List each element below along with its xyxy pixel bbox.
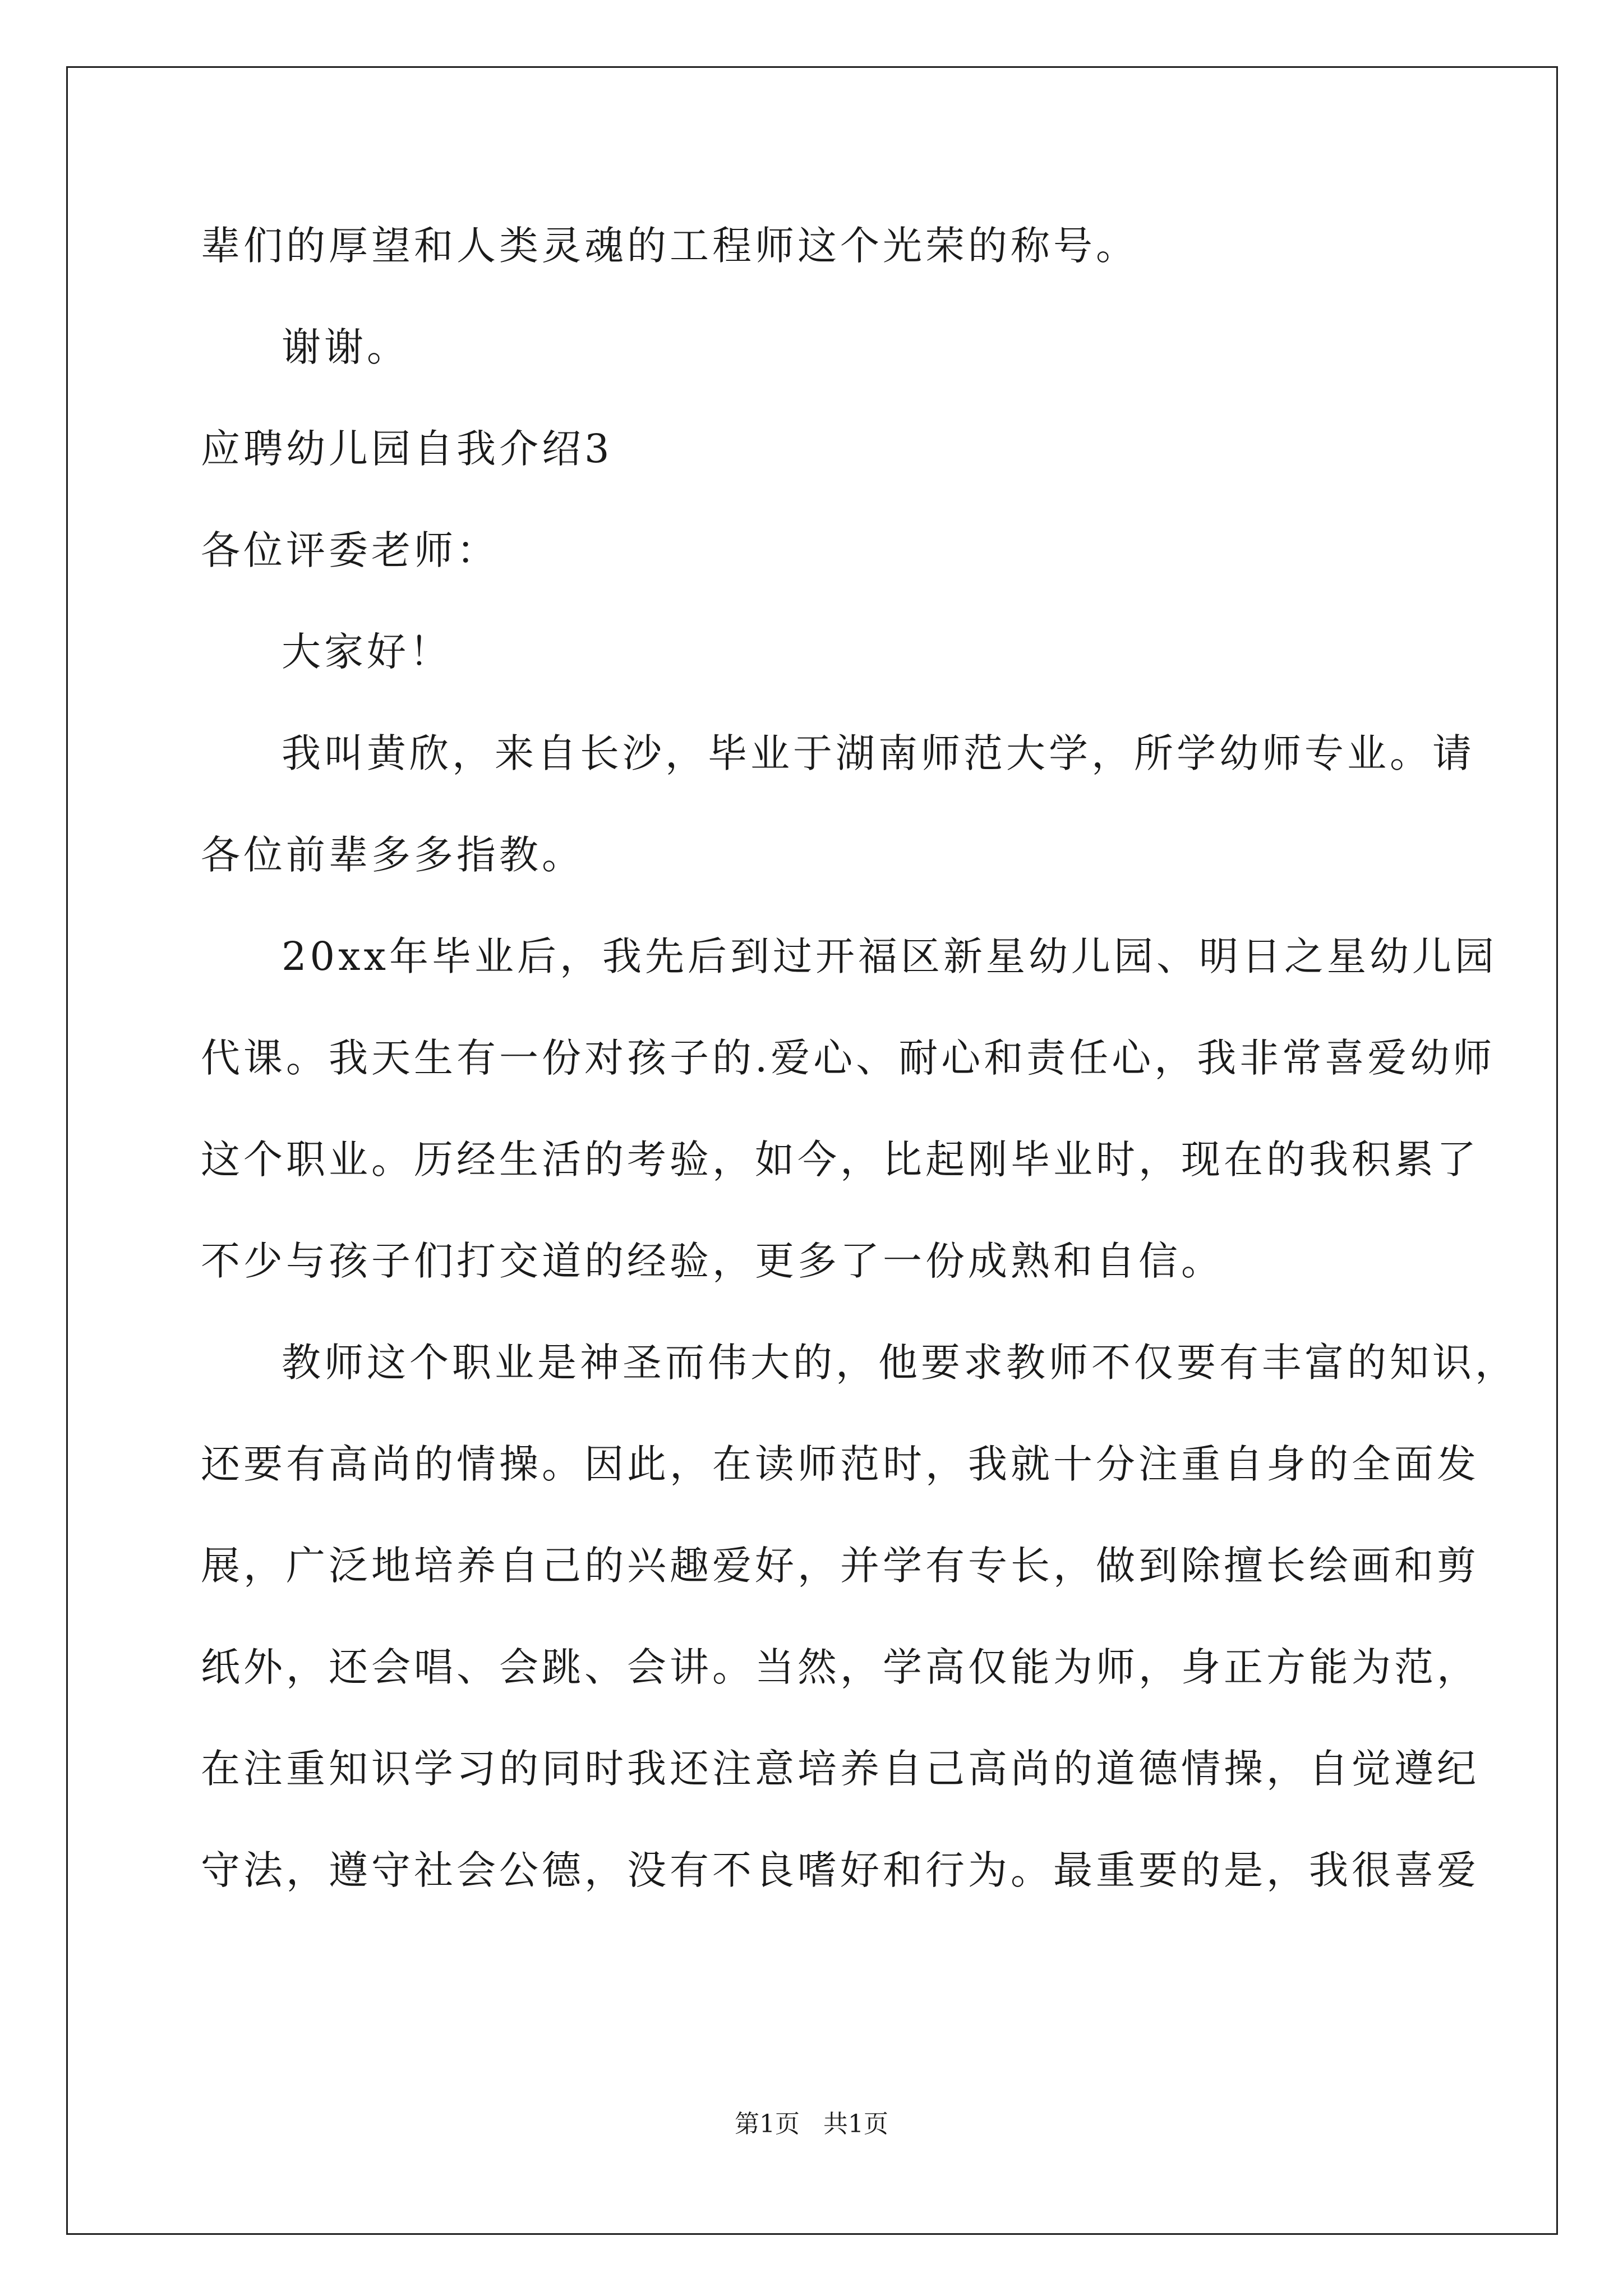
text-line: 纸外，还会唱、会跳、会讲。当然，学高仅能为师，身正方能为范， (201, 1644, 1479, 1690)
text-line: 展，广泛地培养自己的兴趣爱好，并学有专长，做到除擅长绘画和剪 (201, 1543, 1479, 1589)
text-line: 20xx年毕业后，我先后到过开福区新星幼儿园、明日之星幼儿园 (282, 933, 1498, 979)
text-line: 教师这个职业是神圣而伟大的，他要求教师不仅要有丰富的知识， (282, 1340, 1518, 1386)
text-line: 不少与孩子们打交道的经验，更多了一份成熟和自信。 (201, 1238, 1224, 1284)
greeting: 大家好！ (282, 629, 452, 675)
page-number-footer: 第1页 共1页 (735, 2110, 888, 2138)
text-line: 辈们的厚望和人类灵魂的工程师这个光荣的称号。 (201, 223, 1138, 269)
text-line: 我叫黄欣，来自长沙，毕业于湖南师范大学，所学幼师专业。请 (282, 730, 1475, 776)
text-line: 代课。我天生有一份对孩子的.爱心、耐心和责任心，我非常喜爱幼师 (201, 1035, 1496, 1081)
text-line: 谢谢。 (282, 324, 409, 370)
section-heading: 应聘幼儿园自我介绍3 (201, 426, 613, 472)
text-line: 守法，遵守社会公德，没有不良嗜好和行为。最重要的是，我很喜爱 (201, 1847, 1479, 1893)
text-line: 这个职业。历经生活的考验，如今，比起刚毕业时，现在的我积累了 (201, 1137, 1479, 1182)
text-line: 还要有高尚的情操。因此，在读师范时，我就十分注重自身的全面发 (201, 1441, 1479, 1487)
salutation: 各位评委老师： (201, 527, 499, 573)
text-line: 在注重知识学习的同时我还注意培养自己高尚的道德情操，自觉遵纪 (201, 1746, 1479, 1792)
text-line: 各位前辈多多指教。 (201, 832, 584, 878)
